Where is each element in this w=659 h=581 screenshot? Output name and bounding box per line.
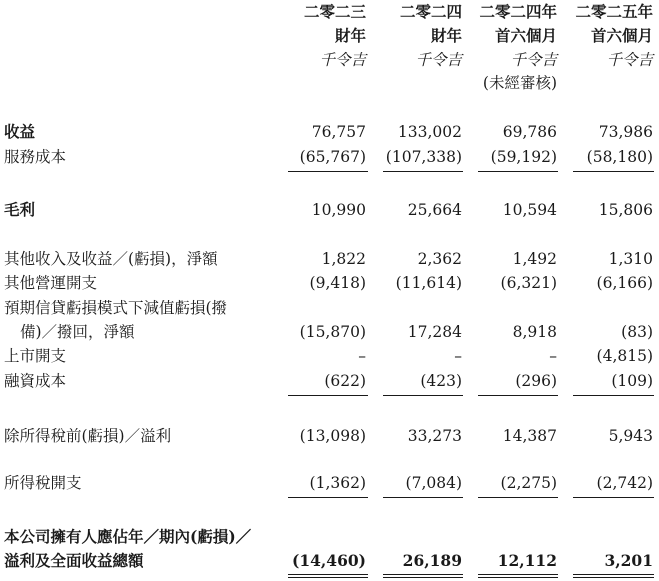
period-label: 二零二三 (303, 2, 366, 21)
row-label: 所得稅開支 (4, 474, 82, 492)
subtotal-rule (478, 497, 558, 498)
cell-value: (59,192) (490, 148, 557, 166)
subtotal-rule (573, 395, 654, 396)
cell-value: (6,321) (500, 274, 557, 292)
unit-label: 千令吉 (510, 51, 557, 69)
cell-value: (65,767) (299, 148, 366, 166)
cell-value: 1,822 (321, 250, 366, 268)
cell-value: 15,806 (598, 201, 653, 219)
unaudited-note: (未經審核) (482, 74, 557, 92)
cell-value: 3,201 (604, 551, 653, 570)
subtotal-rule (478, 395, 558, 396)
cell-value: (83) (621, 323, 653, 341)
cell-value: (7,084) (405, 474, 462, 492)
total-double-rule (288, 574, 368, 575)
row-label: 上市開支 (4, 347, 67, 365)
row-label: 本公司擁有人應佔年／期內(虧損)／ (4, 527, 252, 546)
subtotal-rule (383, 395, 463, 396)
cell-value: (296) (515, 372, 557, 390)
period-label: 首六個月 (590, 26, 653, 45)
period-label: 二零二四 (399, 2, 462, 21)
cell-value: 10,594 (502, 201, 557, 219)
total-double-rule (573, 574, 654, 575)
cell-value: – (358, 347, 366, 365)
cell-value: 2,362 (417, 250, 462, 268)
cell-value: (14,460) (292, 551, 366, 570)
row-label: 除所得稅前(虧損)／溢利 (4, 427, 172, 445)
cell-value: 12,112 (497, 551, 557, 570)
unit-label: 千令吉 (319, 51, 366, 69)
total-double-rule (478, 574, 558, 575)
subtotal-rule (573, 497, 654, 498)
cell-value: 133,002 (397, 123, 462, 141)
row-label: 溢利及全面收益總額 (4, 551, 144, 570)
cell-value: (423) (420, 372, 462, 390)
period-label: 二零二四年 (479, 2, 557, 21)
cell-value: 73,986 (598, 123, 653, 141)
cell-value: 76,757 (311, 123, 366, 141)
cell-value: (13,098) (299, 427, 366, 445)
row-label: 備)／撥回，淨額 (20, 323, 135, 341)
cell-value: – (454, 347, 462, 365)
row-label: 預期信貸虧損模式下減值虧損(撥 (4, 299, 228, 317)
total-double-rule (383, 577, 463, 578)
cell-value: 1,492 (512, 250, 557, 268)
period-label: 首六個月 (494, 26, 557, 45)
subtotal-rule (383, 497, 463, 498)
total-double-rule (288, 577, 368, 578)
subtotal-rule (383, 171, 463, 172)
period-label: 財年 (334, 26, 366, 45)
cell-value: (6,166) (596, 274, 653, 292)
period-label: 財年 (430, 26, 462, 45)
cell-value: 33,273 (407, 427, 462, 445)
cell-value: (1,362) (309, 474, 366, 492)
cell-value: (622) (324, 372, 366, 390)
row-label: 收益 (4, 122, 36, 141)
cell-value: 5,943 (608, 427, 653, 445)
subtotal-rule (288, 497, 368, 498)
cell-value: (109) (611, 372, 653, 390)
subtotal-rule (288, 171, 368, 172)
row-label: 其他收入及收益／(虧損)，淨額 (4, 250, 218, 268)
subtotal-rule (288, 395, 368, 396)
unit-label: 千令吉 (415, 51, 462, 69)
cell-value: 69,786 (502, 123, 557, 141)
cell-value: 25,664 (407, 201, 462, 219)
row-label: 融資成本 (4, 372, 67, 390)
cell-value: (58,180) (586, 148, 653, 166)
total-double-rule (573, 577, 654, 578)
unit-label: 千令吉 (606, 51, 653, 69)
cell-value: 17,284 (407, 323, 462, 341)
cell-value: (11,614) (395, 274, 462, 292)
total-double-rule (383, 574, 463, 575)
cell-value: 10,990 (311, 201, 366, 219)
cell-value: (4,815) (596, 347, 653, 365)
total-double-rule (478, 577, 558, 578)
row-label: 服務成本 (4, 148, 67, 166)
cell-value: (9,418) (309, 274, 366, 292)
cell-value: 14,387 (502, 427, 557, 445)
subtotal-rule (573, 171, 654, 172)
cell-value: (107,338) (385, 148, 462, 166)
row-label: 其他營運開支 (4, 274, 98, 292)
cell-value: (15,870) (299, 323, 366, 341)
cell-value: (2,275) (500, 474, 557, 492)
row-label: 毛利 (4, 200, 36, 219)
cell-value: (2,742) (596, 474, 653, 492)
subtotal-rule (478, 171, 558, 172)
cell-value: 26,189 (402, 551, 462, 570)
cell-value: – (549, 347, 557, 365)
cell-value: 1,310 (608, 250, 653, 268)
period-label: 二零二五年 (575, 2, 653, 21)
cell-value: 8,918 (512, 323, 557, 341)
